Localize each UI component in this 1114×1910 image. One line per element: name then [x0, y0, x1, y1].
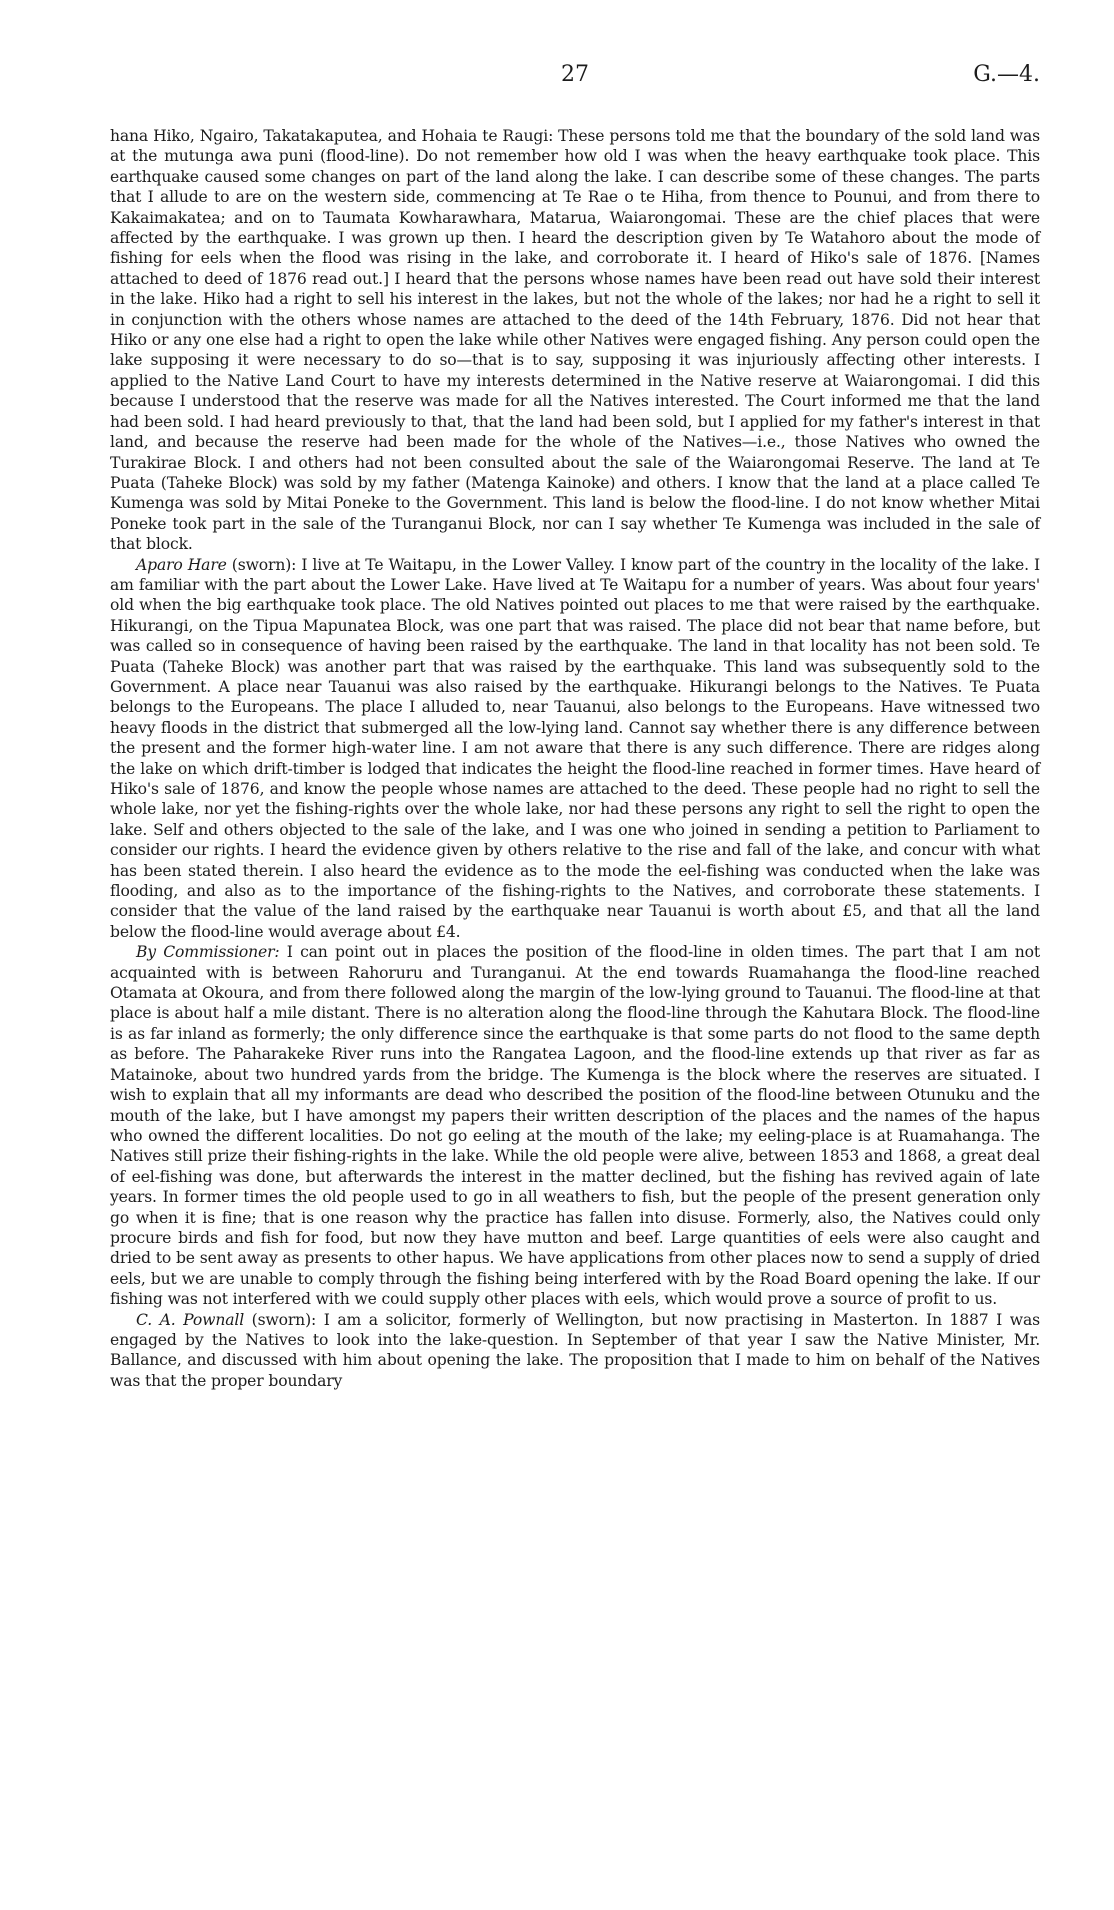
paragraph-2-text: (sworn): I live at Te Waitapu, in the Lower Valley. I know part of the country in the locality of the lake. I am familiar with the part about the Lower Lake. Have lived at Te Waitapu for a number of years. Was about four years' old when the big earthquake took place. The old Natives pointed out places to me that were raised by the earthquake. Hikurangi, on the Tipua Mapunatea Block, was one part that was raised. The place did not bear that name before, but was called so in consequence of having been raised by the earthquake. The land in that locality has not been sold. Te Puata (Taheke Block) was another part that was raised by the earthquake. This land was subsequently sold to the Government. A place near Tauanui was also raised by the earthquake. Hikurangi belongs to the Natives. Te Puata belongs to the Europeans. The place I alluded to, near Tauanui, also belongs to the Europeans. Have witnessed two heavy floods in the district that submerged all the low-lying land. Cannot say whether there is any difference between the present and the former high-water line. I am not aware that there is any such difference. There are ridges along the lake on which drift-timber is lodged that indicates the height the flood-line reached in former times. Have heard of Hiko's sale of 1876, and know the people whose names are attached to the deed. These people had no right to sell the whole lake, nor yet the fishing-rights over the whole lake, nor had these persons any right to sell the right to open the lake. Self and others objected to the sale of the lake, and I was one who joined in sending a petition to Parliament to consider our rights. I heard the evidence given by others relative to the rise and fall of the lake, and concur with what has been stated therein. I also heard the evidence as to the mode the eel-fishing was conducted when the lake was flooding, and also as to the importance of the fishing-rights to the Natives, and corroborate these statements. I consider that the value of the land raised by the earthquake near Tauanui is worth about £5, and that all the land below the flood-line would average about £4.	[110, 555, 1040, 941]
paragraph-3-speaker: By Commissioner:	[136, 943, 280, 962]
paragraph-1-text: hana Hiko, Ngairo, Takatakaputea, and Hohaia te Raugi: These persons told me that the boundary of the sold land was at the mutunga awa puni (flood-line). Do not remember how old I was when the heavy earthquake took place. This earthquake caused some changes on part of the land along the lake. I can describe some of these changes. The parts that I allude to are on the western side, commencing at Te Rae o te Hiha, from thence to Pounui, and from there to Kakaimakatea; and on to Taumata Kowharawhara, Matarua, Waiarongomai. These are the chief places that were affected by the earthquake. I was grown up then. I heard the description given by Te Watahoro about the mode of fishing for eels when the flood was rising in the lake, and corroborate it. I heard of Hiko's sale of 1876. [Names attached to deed of 1876 read out.] I heard that the persons whose names have been read out have sold their interest in the lake. Hiko had a right to sell his interest in the lakes, but not the whole of the lakes; nor had he a right to sell it in conjunction with the others whose names are attached to the deed of the 14th February, 1876. Did not hear that Hiko or any one else had a right to open the lake while other Natives were engaged fishing. Any person could open the lake supposing it were necessary to do so—that is to say, supposing it was injuriously affecting other interests. I applied to the Native Land Court to have my interests determined in the Native reserve at Waiarongomai. I did this because I understood that the reserve was made for all the Natives interested. The Court informed me that the land had been sold. I had heard previously to that, that the land had been sold, but I applied for my father's interest in that land, and because the reserve had been made for the whole of the Natives—i.e., those Natives who owned the Turakirae Block. I and others had not been consulted about the sale of the Waiarongomai Reserve. The land at Te Puata (Taheke Block) was sold by my father (Matenga Kainoke) and others. I know that the land at a place called Te Kumenga was sold by Mitai Poneke to the Government. This land is below the flood-line. I do not know whether Mitai Poneke took part in the sale of the Turanganui Block, nor can I say whether Te Kumenga was included in the sale of that block.	[110, 127, 1040, 554]
paragraph-3	[110, 942, 1040, 1309]
paragraph-4-speaker: C. A. Pownall	[136, 1310, 245, 1329]
paragraph-1	[110, 126, 1040, 555]
paragraph-2	[110, 555, 1040, 943]
paragraph-4	[110, 1310, 1040, 1392]
paragraph-2-speaker: Aparo Hare	[136, 555, 227, 574]
paragraph-4-text: (sworn): I am a solicitor, formerly of Wellington, but now practising in Masterton. In 1887 I was engaged by the Natives to look into the lake-question. In September of that year I saw the Native Minister, Mr. Ballance, and discussed with him about opening the lake. The proposition that I made to him on behalf of the Natives was that the proper boundary	[110, 1310, 1040, 1390]
document-reference: G.—4.	[973, 62, 1040, 87]
page-number: 27	[561, 62, 589, 87]
body-text	[110, 126, 1040, 1391]
page-header	[110, 62, 1040, 106]
paragraph-3-text: I can point out in places the position of the flood-line in olden times. The part that I am not acquainted with is between Rahoruru and Turanganui. At the end towards Ruamahanga the flood-line reached Otamata at Okoura, and from there followed along the margin of the low-lying ground to Tauanui. The flood-line at that place is about half a mile distant. There is no alteration along the flood-line through the Kahutara Block. The flood-line is as far inland as formerly; the only difference since the earthquake is that some parts do not flood to the same depth as before. The Paharakeke River runs into the Rangatea Lagoon, and the flood-line extends up that river as far as Matainoke, about two hundred yards from the bridge. The Kumenga is the block where the reserves are situated. I wish to explain that all my informants are dead who described the position of the flood-line between Otunuku and the mouth of the lake, but I have amongst my papers their written description of the places and the names of the hapus who owned the different localities. Do not go eeling at the mouth of the lake; my eeling-place is at Ruamahanga. The Natives still prize their fishing-rights in the lake. While the old people were alive, between 1853 and 1868, a great deal of eel-fishing was done, but afterwards the interest in the matter declined, but the fishing has revived again of late years. In former times the old people used to go in all weathers to fish, but the people of the present generation only go when it is fine; that is one reason why the practice has fallen into disuse. Formerly, also, the Natives could only procure birds and fish for food, but now they have mutton and beef. Large quantities of eels were also caught and dried to be sent away as presents to other hapus. We have applications from other places now to send a supply of dried eels, but we are unable to comply through the fishing being interfered with by the Road Board opening the lake. If our fishing was not interfered with we could supply other places with eels, which would prove a source of profit to us.	[110, 943, 1040, 1309]
